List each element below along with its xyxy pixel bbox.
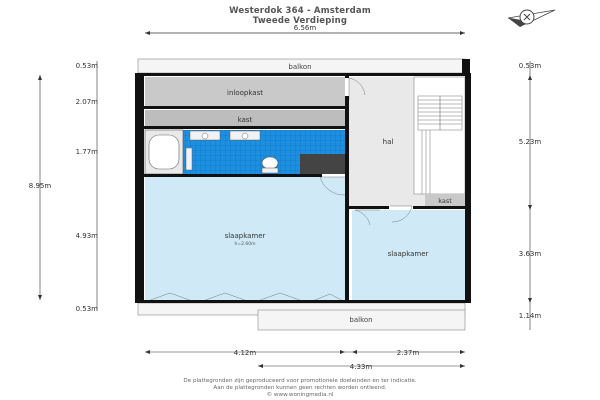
dim-right-2: 5.23m [518,138,542,146]
footer-line-3: © www.woningmedia.nl [266,392,334,398]
label-slaapkamer-height: h=2.60m [234,242,256,247]
dim-right-3: 3.63m [518,250,542,258]
floor-title: Tweede Verdieping [252,16,348,26]
label-slaapkamer-right: slaapkamer [387,250,429,258]
dim-left-4: 4.93m [75,232,98,240]
label-kast-small: kast [438,197,452,205]
dimension-right [519,61,542,330]
label-inloopkast: inloopkast [227,89,263,97]
label-slaapkamer-main: slaapkamer [224,232,266,240]
dim-left-total: 8.95m [28,182,52,190]
dimension-bottom [145,349,465,371]
address-title: Westerdok 364 - Amsterdam [229,6,371,16]
footer-line-2: Aan de plattegronden kunnen geen rechten worden ontleend. [213,385,387,391]
dim-left-5: 0.53m [75,305,98,313]
dim-left-1: 0.53m [75,62,98,70]
dimension-top [145,24,465,35]
dim-right-4: 1.14m [518,312,542,320]
label-balkon-top: balkon [288,63,312,71]
dimension-left [29,61,98,313]
label-balkon-bottom: balkon [349,316,373,324]
dim-bottom-total: 4.33m [349,363,373,371]
room-bathroom [145,130,345,174]
dim-bottom-left: 4.12m [233,349,257,357]
footer-line-1: De plattegronden zijn geproduceerd voor promotionele doeleinden en ter indicatie. [183,378,417,384]
dim-top-width: 6.56m [293,24,317,32]
label-hal: hal [382,138,394,146]
dim-right-1: 0.53m [518,62,542,70]
dim-bottom-right: 2.37m [396,349,420,357]
label-kast-top: kast [237,116,253,124]
dim-left-2: 2.07m [75,98,98,106]
dim-left-3: 1.77m [75,148,98,156]
compass-icon [508,10,555,27]
